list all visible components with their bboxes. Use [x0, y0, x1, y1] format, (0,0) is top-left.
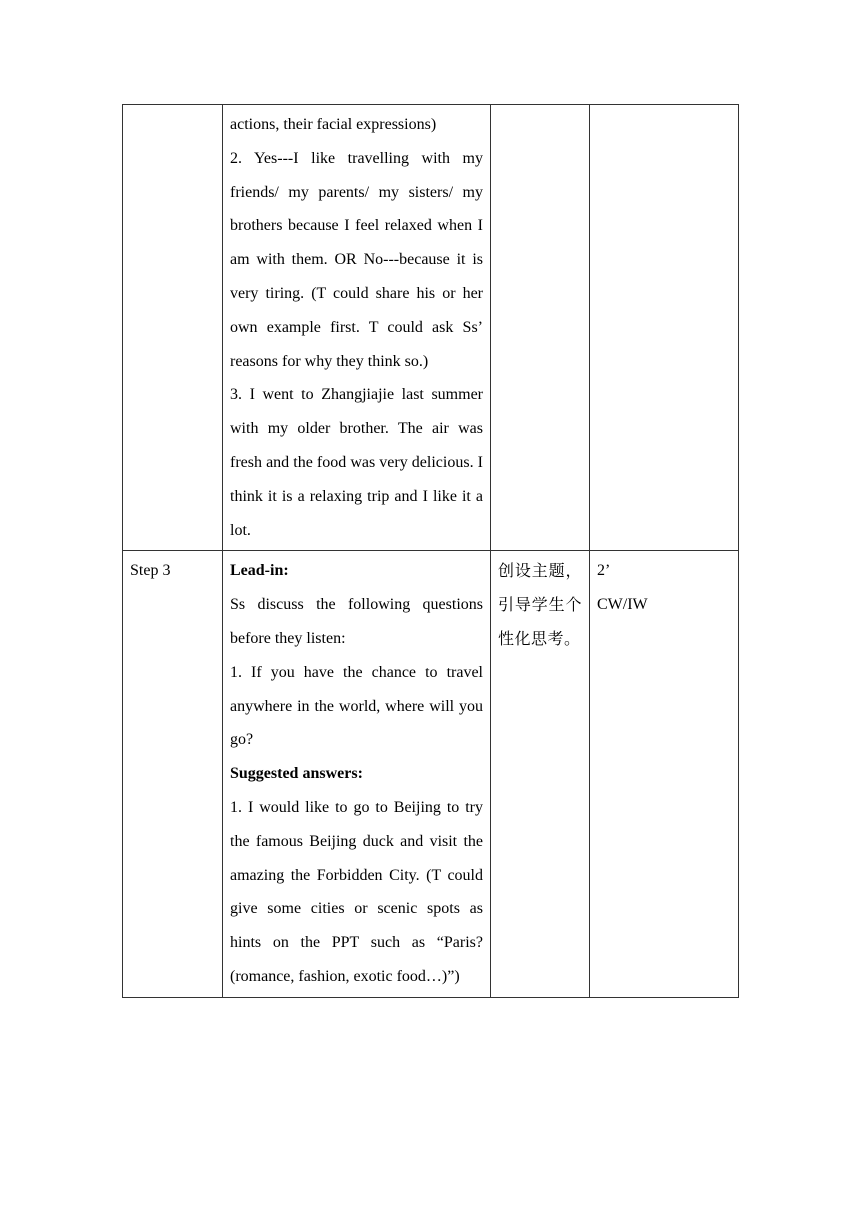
procedure-cell: [223, 105, 491, 551]
table-row: [123, 105, 739, 551]
lesson-plan-table: [122, 104, 739, 998]
purpose-cell: [491, 105, 590, 551]
purpose-cell: [491, 551, 590, 997]
suggested-answer: 1. I would like to go to Beijing to try the famous Beijing duck and visit the amazing the Forbidden City. (T could give some cities or scenic spots as hints on the PPT such as “Paris? (romance, fashion, exotic food…)”): [230, 798, 483, 985]
step-label: Step 3: [130, 562, 171, 580]
step-cell: [123, 105, 223, 551]
time-cell: [590, 551, 739, 997]
interaction-mode: CW/IW: [597, 596, 648, 614]
procedure-line-3: 3. I went to Zhangjiajie last summer with my older brother. The air was fresh and the food was very delicious. I think it is a relaxing trip and I like it a lot.: [230, 386, 483, 539]
lead-in-question: 1. If you have the chance to travel anywhere in the world, where will you go?: [230, 663, 483, 749]
purpose-text: 创设主题，引导学生个性化思考。: [498, 561, 582, 648]
answers-heading: Suggested answers:: [230, 765, 363, 783]
step-cell: [123, 551, 223, 997]
time-text: 2’: [597, 562, 611, 580]
time-cell: [590, 105, 739, 551]
procedure-cell: [223, 551, 491, 997]
lead-in-heading: Lead-in:: [230, 562, 289, 580]
procedure-line-1: actions, their facial expressions): [230, 116, 437, 133]
table-row: [123, 551, 739, 997]
lead-in-intro: Ss discuss the following questions before they listen:: [230, 596, 483, 647]
procedure-line-2: 2. Yes---I like travelling with my friends/ my parents/ my sisters/ my brothers because I feel relaxed when I am with them. OR No---because it is very tiring. (T could share his or her own example first. T could ask Ss’ reasons for why they think so.): [230, 149, 483, 370]
